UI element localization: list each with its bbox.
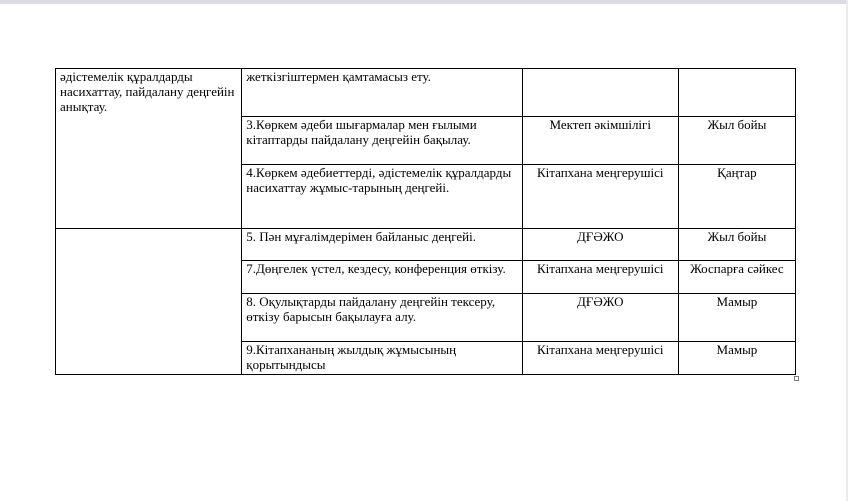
responsible-cell: Мектеп әкімшілігі	[522, 117, 678, 165]
task-cell: 9.Кітапхананың жылдық жұмысының қорытындысы	[242, 342, 522, 375]
responsible-cell: Кітапхана меңгерушісі	[522, 342, 678, 375]
deadline-cell: Жыл бойы	[678, 229, 795, 261]
goal-cell	[56, 229, 242, 375]
table-row	[56, 229, 796, 261]
table-resize-handle[interactable]	[794, 376, 799, 381]
task-cell: 5. Пән мұғалімдерімен байланыс деңгейі.	[242, 229, 522, 261]
deadline-cell	[678, 69, 795, 117]
deadline-cell: Мамыр	[678, 294, 795, 342]
deadline-cell: Жоспарға сәйкес	[678, 261, 795, 294]
deadline-cell: Қаңтар	[678, 165, 795, 229]
deadline-cell: Жыл бойы	[678, 117, 795, 165]
responsible-cell: Кітапхана меңгерушісі	[522, 165, 678, 229]
task-cell: жеткізгіштермен қамтамасыз ету.	[242, 69, 522, 117]
page-top-edge	[0, 0, 848, 4]
goal-cell: әдістемелік құралдарды насихаттау, пайдалану деңгейін анықтау.	[56, 69, 242, 229]
responsible-cell: ДҒӘЖО	[522, 294, 678, 342]
table-row	[56, 69, 796, 117]
responsible-cell: Кітапхана меңгерушісі	[522, 261, 678, 294]
responsible-cell	[522, 69, 678, 117]
responsible-cell: ДҒӘЖО	[522, 229, 678, 261]
task-cell: 4.Көркем әдебиеттерді, әдістемелік құралдарды насихаттау жұмыс-тарының деңгейі.	[242, 165, 522, 229]
task-cell: 8. Оқулықтарды пайдалану деңгейін тексеру, өткізу барысын бақылауға алу.	[242, 294, 522, 342]
task-cell: 3.Көркем әдеби шығармалар мен ғылыми кітаптарды пайдалану деңгейін бақылау.	[242, 117, 522, 165]
deadline-cell: Мамыр	[678, 342, 795, 375]
task-cell: 7.Дөңгелек үстел, кездесу, конференция өткізу.	[242, 261, 522, 294]
plan-table	[55, 68, 796, 375]
